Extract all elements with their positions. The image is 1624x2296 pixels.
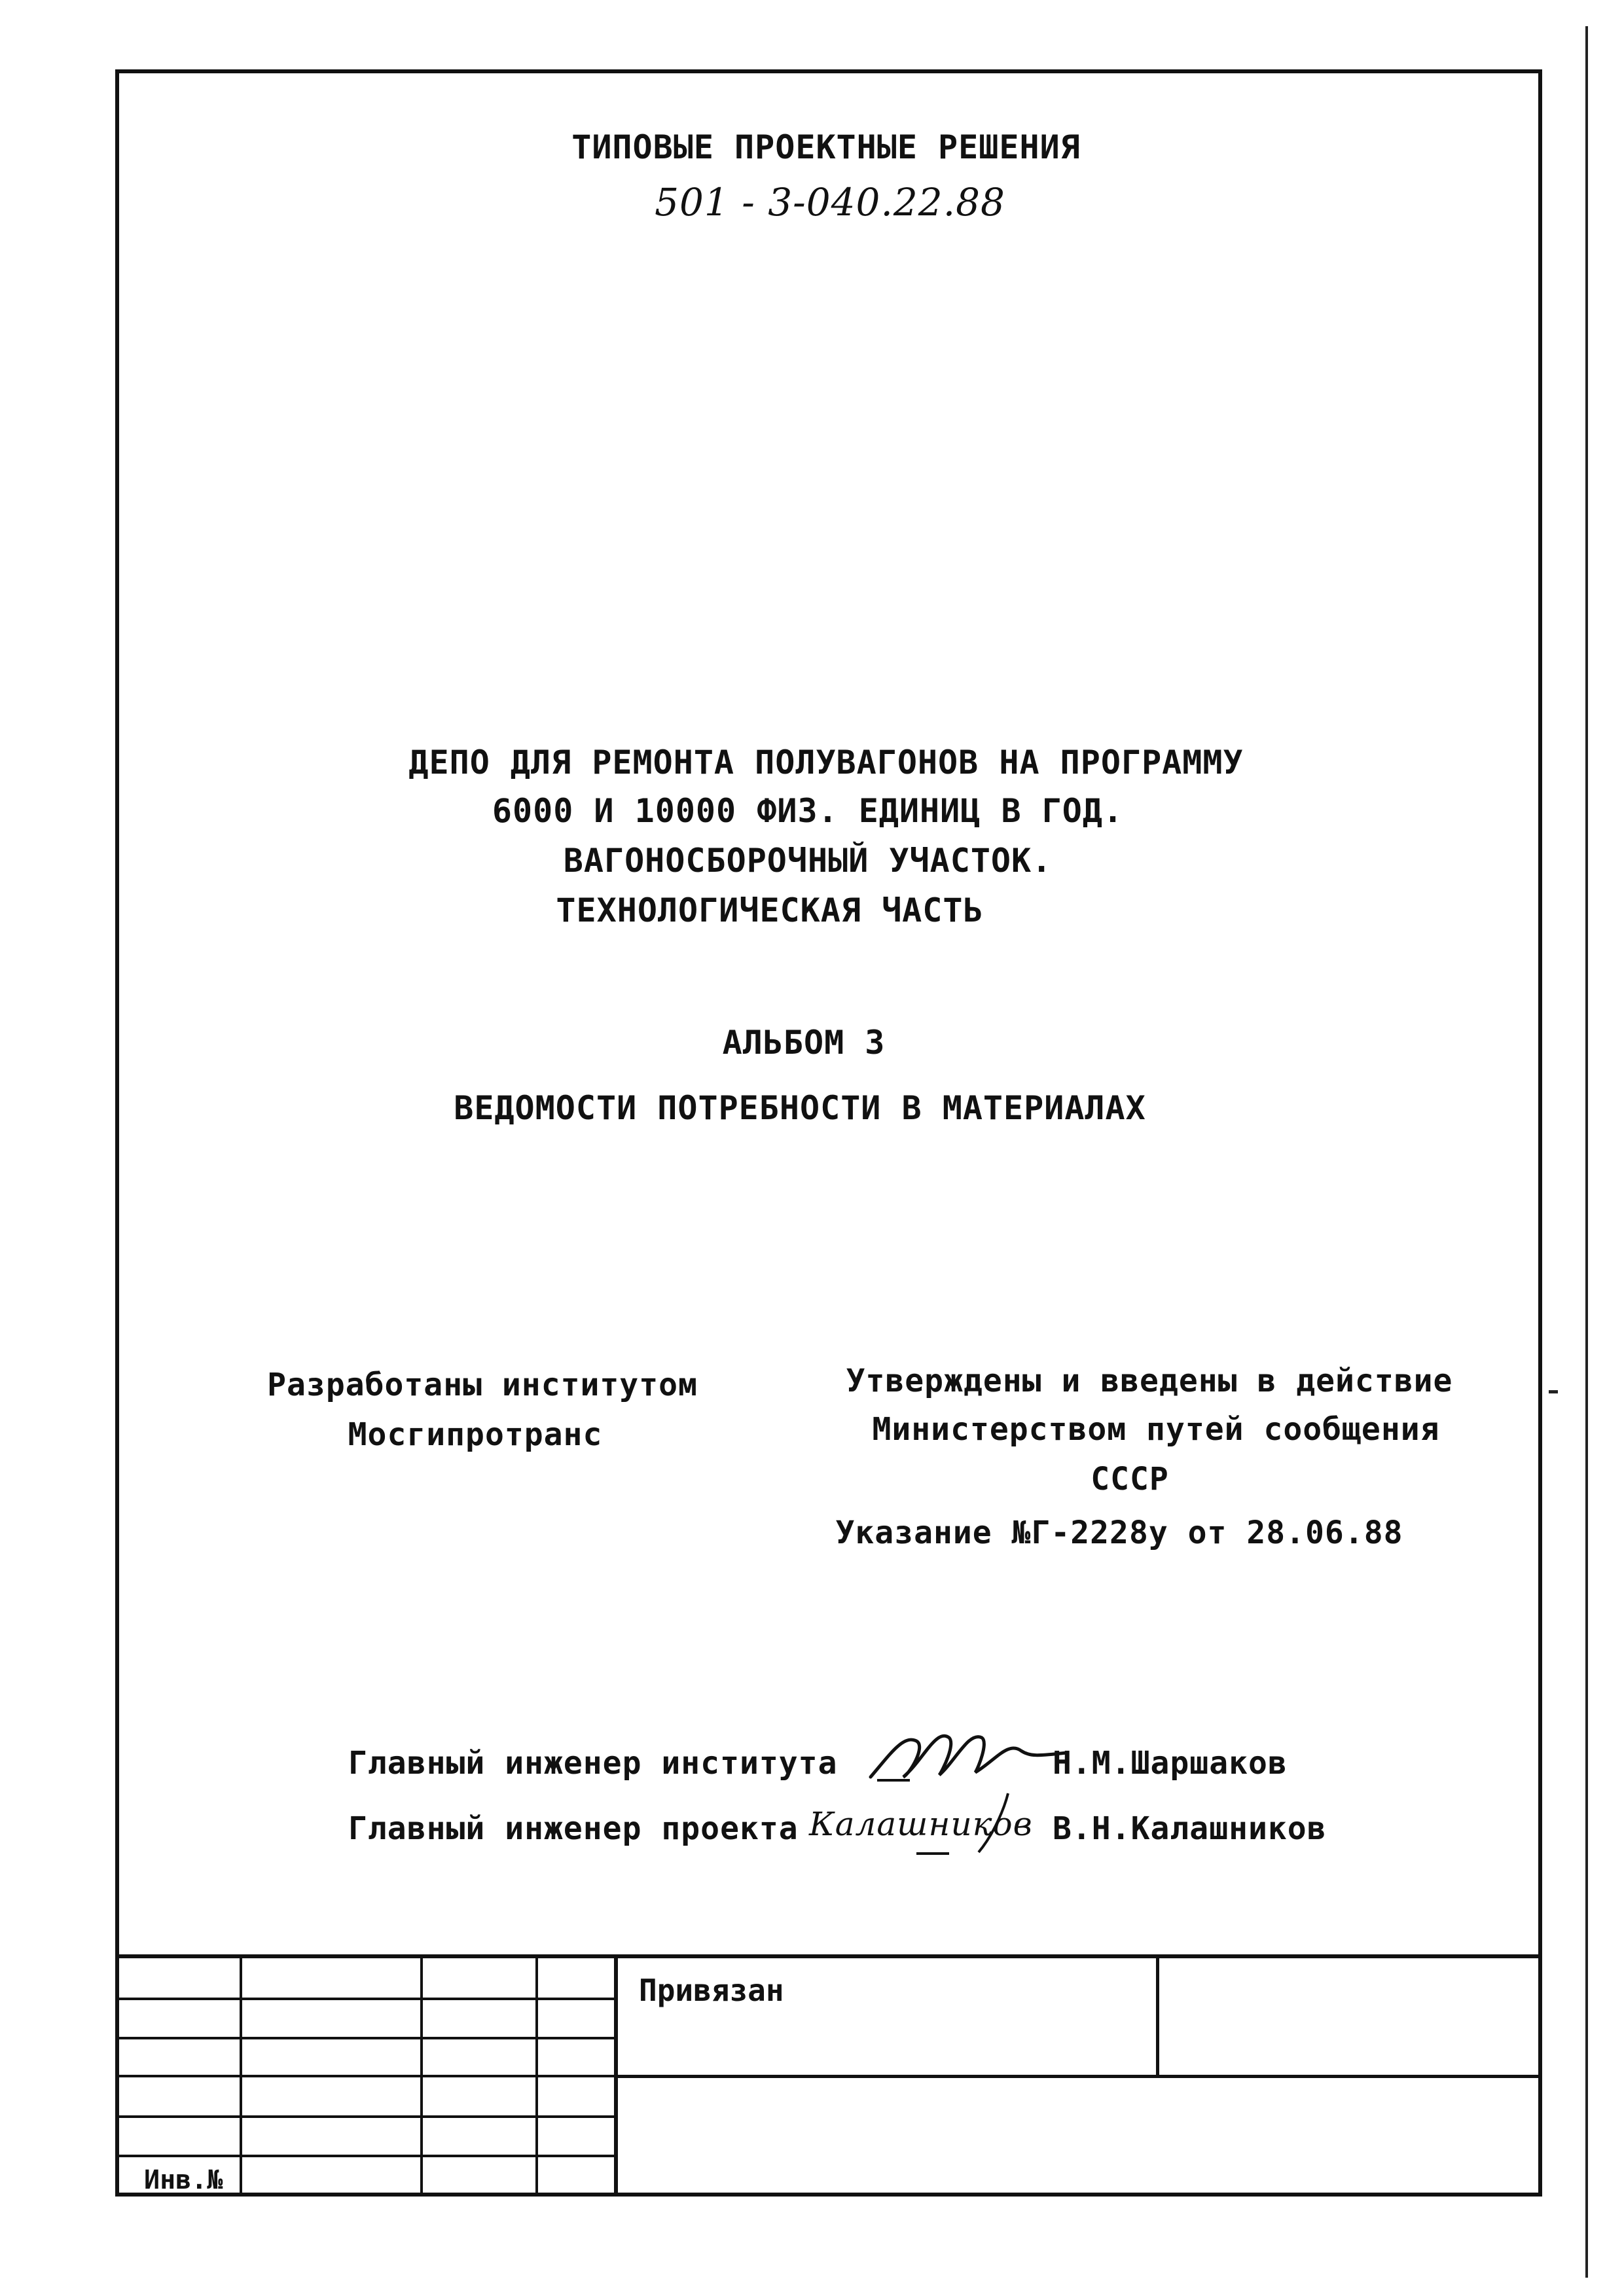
chief-institute-name: Н.М.Шаршаков — [1053, 1745, 1288, 1782]
stamp-row-line — [115, 2155, 615, 2157]
edge-tick-mark — [1549, 1390, 1558, 1393]
album-label: АЛЬБОМ 3 — [722, 1024, 886, 1062]
chief-project-name: В.Н.Калашников — [1053, 1810, 1327, 1847]
document-frame — [115, 69, 1542, 2197]
stamp-divider — [535, 1958, 538, 2197]
developer-line-2: Мосгипротранс — [348, 1416, 603, 1453]
title-stamp-table — [115, 1954, 1542, 2197]
series-heading: ТИПОВЫЕ ПРОЕКТНЫЕ РЕШЕНИЯ — [571, 128, 1081, 166]
inventory-label: Инв.№ — [144, 2165, 223, 2195]
album-subtitle: ВЕДОМОСТИ ПОТРЕБНОСТИ В МАТЕРИАЛАХ — [454, 1089, 1146, 1127]
stamp-row-line — [115, 2115, 615, 2118]
stamp-row-line — [615, 2075, 1538, 2078]
stamp-divider — [420, 1958, 423, 2197]
page-edge-line — [1585, 26, 1588, 2278]
chief-project-signature: Калашников — [809, 1805, 1033, 1843]
approval-line-4: Указание №Г-2228у от 28.06.88 — [835, 1515, 1403, 1551]
title-line-4: ТЕХНОЛОГИЧЕСКАЯ ЧАСТЬ — [556, 891, 984, 929]
approval-line-3: СССР — [1091, 1461, 1169, 1498]
approval-line-1: Утверждены и введены в действие — [846, 1363, 1453, 1399]
chief-project-label: Главный инженер проекта — [348, 1810, 799, 1847]
stamp-row-line — [115, 1998, 615, 2000]
stamp-row-line — [115, 2075, 615, 2077]
developer-line-1: Разработаны институтом — [267, 1367, 698, 1403]
series-code: 501 - 3-040.22.88 — [655, 180, 1005, 224]
approval-line-2: Министерством путей сообщения — [872, 1411, 1440, 1448]
stamp-divider — [240, 1958, 242, 2197]
title-line-1: ДЕПО ДЛЯ РЕМОНТА ПОЛУВАГОНОВ НА ПРОГРАММУ — [408, 744, 1244, 781]
title-line-3: ВАГОНОСБОРОЧНЫЙ УЧАСТОК. — [563, 842, 1053, 880]
stamp-divider — [1156, 1958, 1159, 2076]
signature-underline — [818, 1780, 1015, 1865]
bound-label: Привязан — [639, 1973, 784, 2008]
title-line-2: 6000 И 10000 ФИЗ. ЕДИНИЦ В ГОД. — [492, 792, 1124, 830]
chief-institute-label: Главный инженер института — [348, 1745, 838, 1782]
stamp-row-line — [115, 2037, 615, 2039]
